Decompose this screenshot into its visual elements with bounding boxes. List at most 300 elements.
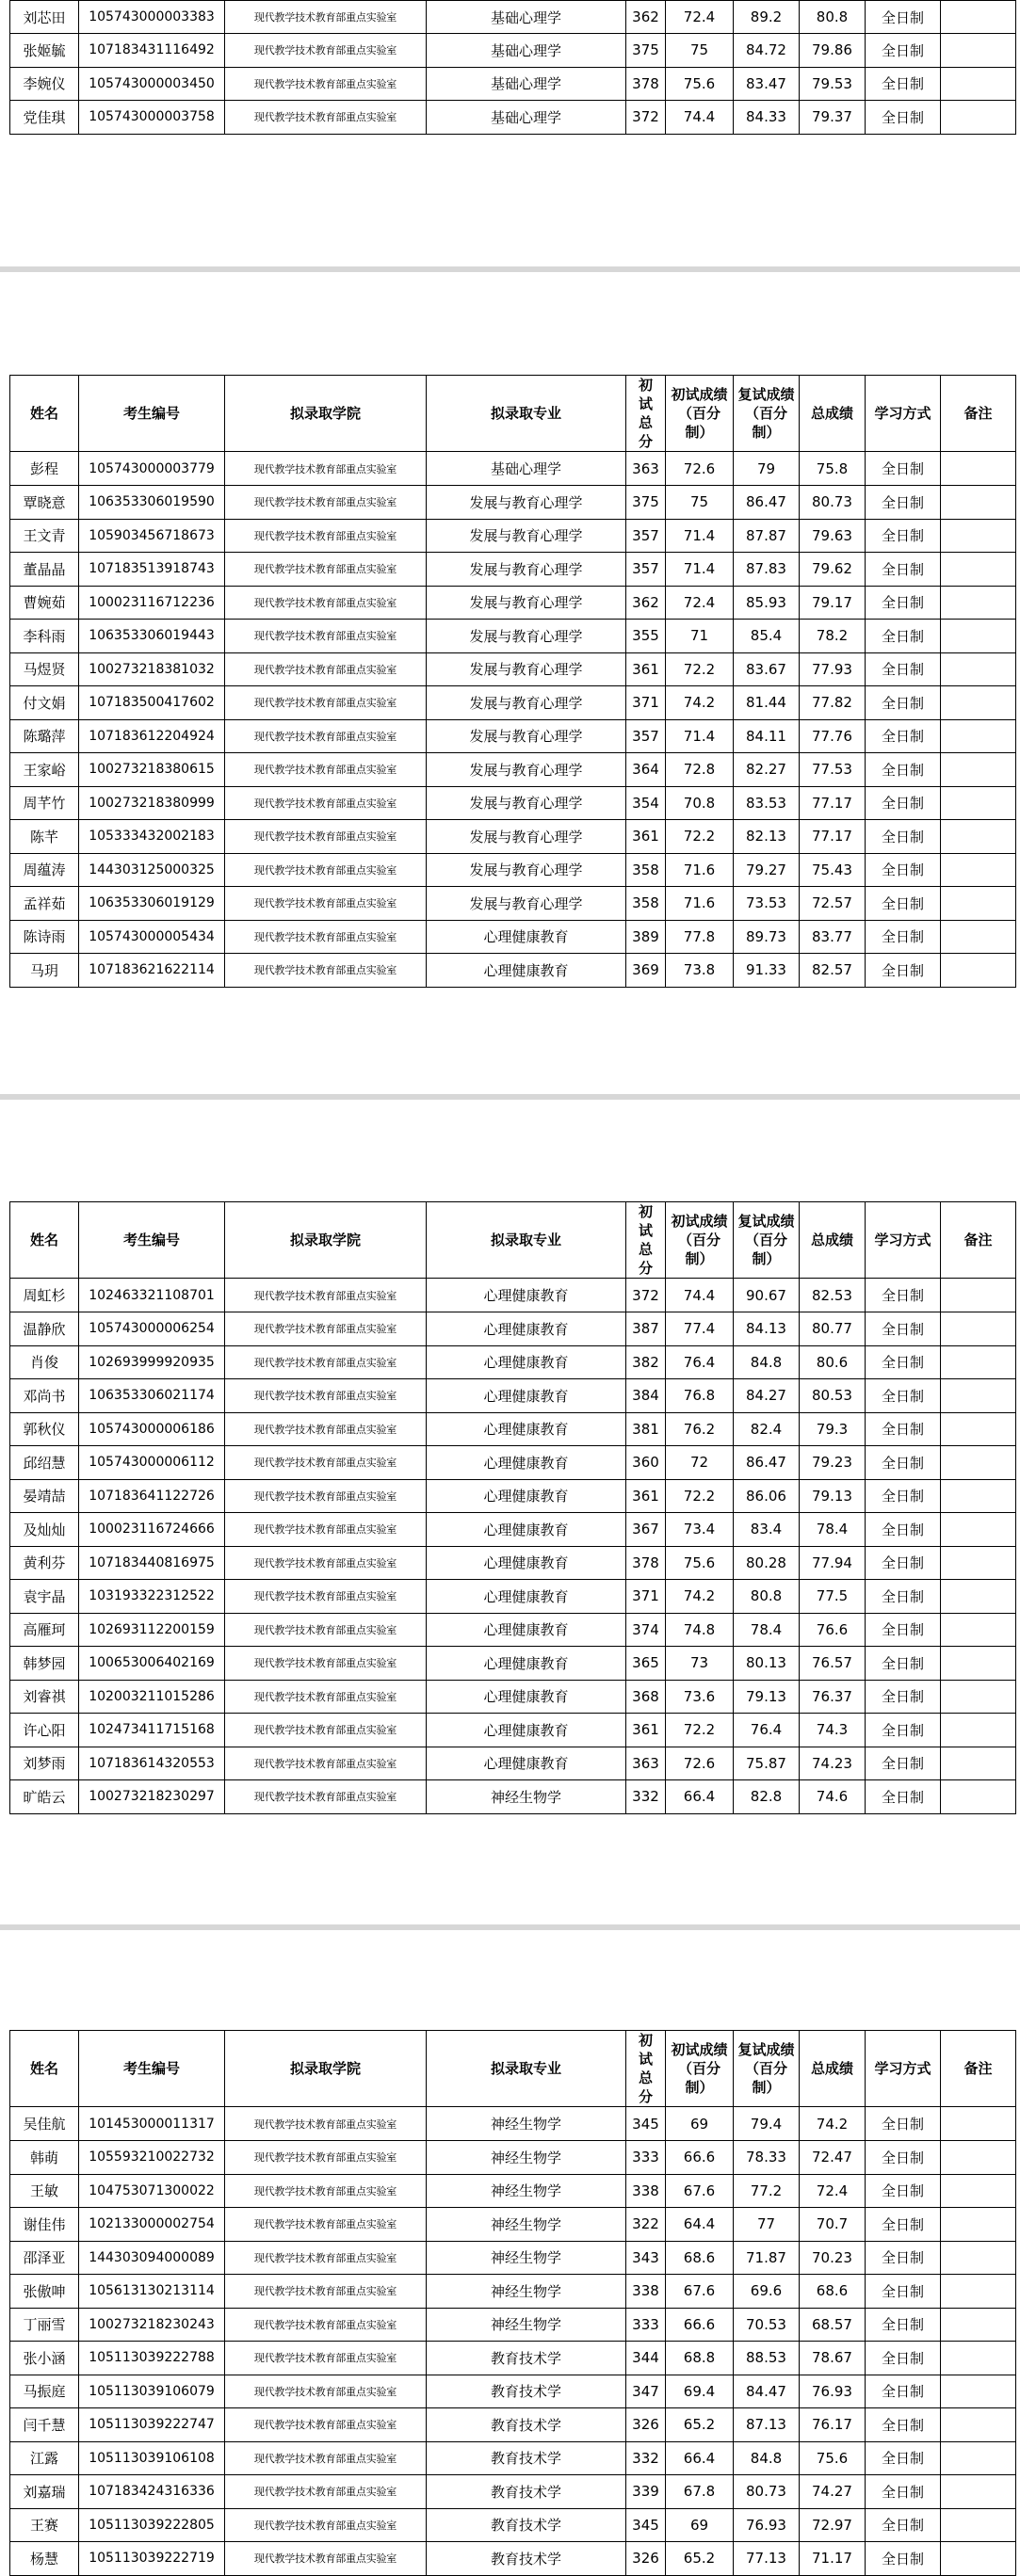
column-header-initial-total: 初试总分 <box>626 376 666 452</box>
page-separator <box>0 1924 1020 1930</box>
admission-table <box>9 375 1016 988</box>
college-cell: 现代教学技术教育部重点实验室 <box>225 652 427 686</box>
initial-total-cell: 374 <box>626 1613 666 1647</box>
retest-score-cell: 79.27 <box>734 853 800 887</box>
initial-score-cell: 77.4 <box>666 1312 734 1346</box>
total-score-cell: 80.73 <box>800 486 866 520</box>
remarks-cell <box>941 2408 1016 2442</box>
initial-score-cell: 73.8 <box>666 954 734 988</box>
study-mode-cell: 全日制 <box>866 1345 941 1379</box>
initial-score-cell: 71.6 <box>666 887 734 921</box>
major-cell: 发展与教育心理学 <box>427 486 626 520</box>
study-mode-cell: 全日制 <box>866 452 941 486</box>
remarks-cell <box>941 2174 1016 2208</box>
initial-total-cell: 372 <box>626 101 666 135</box>
remarks-cell <box>941 1747 1016 1780</box>
remarks-cell <box>941 101 1016 135</box>
initial-score-cell: 77.8 <box>666 920 734 954</box>
column-header-retest-score: 复试成绩（百分制） <box>734 1202 800 1279</box>
table-row <box>10 2375 1016 2408</box>
remarks-cell <box>941 853 1016 887</box>
retest-score-cell: 85.4 <box>734 620 800 653</box>
retest-score-cell: 91.33 <box>734 954 800 988</box>
study-mode-cell: 全日制 <box>866 1647 941 1681</box>
retest-score-cell: 86.06 <box>734 1479 800 1513</box>
initial-total-cell: 333 <box>626 2141 666 2175</box>
exam-id-cell: 102463321108701 <box>79 1279 225 1312</box>
college-cell: 现代教学技术教育部重点实验室 <box>225 2441 427 2475</box>
remarks-cell <box>941 2208 1016 2242</box>
retest-score-cell: 77.2 <box>734 2174 800 2208</box>
table-row <box>10 1647 1016 1681</box>
exam-id-cell: 107183500417602 <box>79 686 225 720</box>
admission-table <box>9 1201 1016 1814</box>
initial-total-cell: 378 <box>626 1546 666 1580</box>
initial-score-cell: 67.8 <box>666 2475 734 2509</box>
study-mode-cell: 全日制 <box>866 519 941 553</box>
table-row <box>10 686 1016 720</box>
total-score-cell: 75.6 <box>800 2441 866 2475</box>
exam-id-cell: 105903456718673 <box>79 519 225 553</box>
study-mode-cell: 全日制 <box>866 101 941 135</box>
study-mode-cell: 全日制 <box>866 1479 941 1513</box>
exam-id-cell: 105113039222788 <box>79 2342 225 2375</box>
college-cell: 现代教学技术教育部重点实验室 <box>225 2475 427 2509</box>
exam-id-cell: 101453000011317 <box>79 2107 225 2141</box>
retest-score-cell: 84.47 <box>734 2375 800 2408</box>
major-cell: 发展与教育心理学 <box>427 553 626 587</box>
total-score-cell: 76.17 <box>800 2408 866 2442</box>
initial-total-cell: 389 <box>626 920 666 954</box>
study-mode-cell: 全日制 <box>866 1513 941 1547</box>
table-row <box>10 2308 1016 2342</box>
exam-id-cell: 105113039106079 <box>79 2375 225 2408</box>
exam-id-cell: 100273218381032 <box>79 652 225 686</box>
name-cell: 孟祥茹 <box>10 887 79 921</box>
retest-score-cell: 83.4 <box>734 1513 800 1547</box>
study-mode-cell: 全日制 <box>866 2408 941 2442</box>
study-mode-cell: 全日制 <box>866 486 941 520</box>
name-cell: 王家峪 <box>10 753 79 787</box>
exam-id-cell: 105743000005434 <box>79 920 225 954</box>
initial-score-cell: 71.4 <box>666 519 734 553</box>
retest-score-cell: 82.13 <box>734 820 800 854</box>
remarks-cell <box>941 1345 1016 1379</box>
major-cell: 神经生物学 <box>427 2208 626 2242</box>
name-cell: 许心阳 <box>10 1714 79 1747</box>
retest-score-cell: 79.4 <box>734 2107 800 2141</box>
exam-id-cell: 100273218230243 <box>79 2308 225 2342</box>
initial-score-cell: 68.6 <box>666 2241 734 2275</box>
column-header-exam-id: 考生编号 <box>79 376 225 452</box>
initial-score-cell: 74.8 <box>666 1613 734 1647</box>
table-row <box>10 2475 1016 2509</box>
initial-score-cell: 73 <box>666 1647 734 1681</box>
exam-id-cell: 105743000006186 <box>79 1412 225 1446</box>
initial-total-cell: 358 <box>626 887 666 921</box>
study-mode-cell: 全日制 <box>866 920 941 954</box>
initial-score-cell: 73.4 <box>666 1513 734 1547</box>
major-cell: 基础心理学 <box>427 1 626 34</box>
college-cell: 现代教学技术教育部重点实验室 <box>225 67 427 101</box>
initial-total-cell: 344 <box>626 2342 666 2375</box>
name-cell: 彭程 <box>10 452 79 486</box>
table-row <box>10 786 1016 820</box>
college-cell: 现代教学技术教育部重点实验室 <box>225 2208 427 2242</box>
college-cell: 现代教学技术教育部重点实验室 <box>225 2308 427 2342</box>
study-mode-cell: 全日制 <box>866 2375 941 2408</box>
initial-total-cell: 369 <box>626 954 666 988</box>
initial-score-cell: 74.4 <box>666 101 734 135</box>
table-row <box>10 1412 1016 1446</box>
remarks-cell <box>941 553 1016 587</box>
initial-total-cell: 384 <box>626 1379 666 1413</box>
initial-total-cell: 361 <box>626 1479 666 1513</box>
major-cell: 发展与教育心理学 <box>427 586 626 620</box>
college-cell: 现代教学技术教育部重点实验室 <box>225 1412 427 1446</box>
table-row <box>10 820 1016 854</box>
name-cell: 张姬毓 <box>10 34 79 68</box>
college-cell: 现代教学技术教育部重点实验室 <box>225 1279 427 1312</box>
exam-id-cell: 105333432002183 <box>79 820 225 854</box>
table-row <box>10 1379 1016 1413</box>
table-row <box>10 101 1016 135</box>
exam-id-cell: 105743000006254 <box>79 1312 225 1346</box>
college-cell: 现代教学技术教育部重点实验室 <box>225 2375 427 2408</box>
remarks-cell <box>941 820 1016 854</box>
college-cell: 现代教学技术教育部重点实验室 <box>225 553 427 587</box>
total-score-cell: 79.63 <box>800 519 866 553</box>
major-cell: 心理健康教育 <box>427 1680 626 1714</box>
name-cell: 邵泽亚 <box>10 2241 79 2275</box>
retest-score-cell: 87.13 <box>734 2408 800 2442</box>
table-row <box>10 486 1016 520</box>
remarks-cell <box>941 920 1016 954</box>
major-cell: 发展与教育心理学 <box>427 786 626 820</box>
name-cell: 陈芊 <box>10 820 79 854</box>
initial-total-cell: 333 <box>626 2308 666 2342</box>
college-cell: 现代教学技术教育部重点实验室 <box>225 34 427 68</box>
initial-total-cell: 345 <box>626 2508 666 2542</box>
college-cell: 现代教学技术教育部重点实验室 <box>225 887 427 921</box>
column-header-total-score: 总成绩 <box>800 1202 866 1279</box>
major-cell: 基础心理学 <box>427 452 626 486</box>
initial-score-cell: 66.4 <box>666 1780 734 1814</box>
initial-total-cell: 365 <box>626 1647 666 1681</box>
column-header-initial-score: 初试成绩（百分制） <box>666 1202 734 1279</box>
study-mode-cell: 全日制 <box>866 954 941 988</box>
college-cell: 现代教学技术教育部重点实验室 <box>225 1714 427 1747</box>
remarks-cell <box>941 2475 1016 2509</box>
college-cell: 现代教学技术教育部重点实验室 <box>225 2174 427 2208</box>
exam-id-cell: 102693112200159 <box>79 1613 225 1647</box>
retest-score-cell: 75.87 <box>734 1747 800 1780</box>
study-mode-cell: 全日制 <box>866 2441 941 2475</box>
study-mode-cell: 全日制 <box>866 1412 941 1446</box>
major-cell: 心理健康教育 <box>427 920 626 954</box>
initial-total-cell: 364 <box>626 753 666 787</box>
major-cell: 神经生物学 <box>427 2275 626 2309</box>
total-score-cell: 71.17 <box>800 2542 866 2576</box>
retest-score-cell: 79 <box>734 452 800 486</box>
exam-id-cell: 100023116712236 <box>79 586 225 620</box>
major-cell: 发展与教育心理学 <box>427 753 626 787</box>
initial-score-cell: 70.8 <box>666 786 734 820</box>
study-mode-cell: 全日制 <box>866 887 941 921</box>
retest-score-cell: 86.47 <box>734 1446 800 1480</box>
major-cell: 基础心理学 <box>427 34 626 68</box>
initial-score-cell: 74.2 <box>666 686 734 720</box>
column-header-study-mode: 学习方式 <box>866 1202 941 1279</box>
study-mode-cell: 全日制 <box>866 2275 941 2309</box>
name-cell: 李婉仪 <box>10 67 79 101</box>
initial-score-cell: 71.4 <box>666 719 734 753</box>
table-row <box>10 1446 1016 1480</box>
table-row <box>10 2241 1016 2275</box>
college-cell: 现代教学技术教育部重点实验室 <box>225 1546 427 1580</box>
column-header-initial-total: 初试总分 <box>626 2031 666 2107</box>
table-row <box>10 652 1016 686</box>
total-score-cell: 76.57 <box>800 1647 866 1681</box>
initial-total-cell: 338 <box>626 2174 666 2208</box>
initial-total-cell: 358 <box>626 853 666 887</box>
table-row <box>10 2107 1016 2141</box>
major-cell: 心理健康教育 <box>427 1479 626 1513</box>
college-cell: 现代教学技术教育部重点实验室 <box>225 1446 427 1480</box>
column-header-remarks: 备注 <box>941 1202 1016 1279</box>
table-row <box>10 586 1016 620</box>
remarks-cell <box>941 753 1016 787</box>
major-cell: 心理健康教育 <box>427 1513 626 1547</box>
retest-score-cell: 80.8 <box>734 1580 800 1614</box>
remarks-cell <box>941 2508 1016 2542</box>
major-cell: 神经生物学 <box>427 2308 626 2342</box>
retest-score-cell: 83.53 <box>734 786 800 820</box>
major-cell: 心理健康教育 <box>427 1379 626 1413</box>
remarks-cell <box>941 1546 1016 1580</box>
retest-score-cell: 87.83 <box>734 553 800 587</box>
retest-score-cell: 76.93 <box>734 2508 800 2542</box>
column-header-name: 姓名 <box>10 1202 79 1279</box>
retest-score-cell: 79.13 <box>734 1680 800 1714</box>
study-mode-cell: 全日制 <box>866 2542 941 2576</box>
study-mode-cell: 全日制 <box>866 2508 941 2542</box>
total-score-cell: 68.57 <box>800 2308 866 2342</box>
total-score-cell: 72.47 <box>800 2141 866 2175</box>
column-header-major: 拟录取专业 <box>427 1202 626 1279</box>
college-cell: 现代教学技术教育部重点实验室 <box>225 1747 427 1780</box>
name-cell: 张傲呻 <box>10 2275 79 2309</box>
major-cell: 教育技术学 <box>427 2408 626 2442</box>
column-header-study-mode: 学习方式 <box>866 376 941 452</box>
college-cell: 现代教学技术教育部重点实验室 <box>225 1647 427 1681</box>
college-cell: 现代教学技术教育部重点实验室 <box>225 2241 427 2275</box>
study-mode-cell: 全日制 <box>866 719 941 753</box>
retest-score-cell: 85.93 <box>734 586 800 620</box>
major-cell: 心理健康教育 <box>427 1312 626 1346</box>
exam-id-cell: 106353306019443 <box>79 620 225 653</box>
major-cell: 神经生物学 <box>427 2241 626 2275</box>
retest-score-cell: 78.4 <box>734 1613 800 1647</box>
study-mode-cell: 全日制 <box>866 1680 941 1714</box>
remarks-cell <box>941 1714 1016 1747</box>
study-mode-cell: 全日制 <box>866 620 941 653</box>
college-cell: 现代教学技术教育部重点实验室 <box>225 1780 427 1814</box>
initial-total-cell: 378 <box>626 67 666 101</box>
exam-id-cell: 102133000002754 <box>79 2208 225 2242</box>
exam-id-cell: 107183612204924 <box>79 719 225 753</box>
initial-total-cell: 357 <box>626 519 666 553</box>
initial-score-cell: 72.8 <box>666 753 734 787</box>
initial-score-cell: 69 <box>666 2107 734 2141</box>
initial-total-cell: 367 <box>626 1513 666 1547</box>
name-cell: 刘睿祺 <box>10 1680 79 1714</box>
college-cell: 现代教学技术教育部重点实验室 <box>225 786 427 820</box>
total-score-cell: 76.37 <box>800 1680 866 1714</box>
table-row <box>10 2542 1016 2576</box>
initial-total-cell: 372 <box>626 1279 666 1312</box>
retest-score-cell: 88.53 <box>734 2342 800 2375</box>
study-mode-cell: 全日制 <box>866 1747 941 1780</box>
study-mode-cell: 全日制 <box>866 1780 941 1814</box>
total-score-cell: 82.57 <box>800 954 866 988</box>
name-cell: 旷皓云 <box>10 1780 79 1814</box>
remarks-cell <box>941 1613 1016 1647</box>
admission-table <box>9 2030 1016 2576</box>
name-cell: 郭秋仪 <box>10 1412 79 1446</box>
total-score-cell: 79.62 <box>800 553 866 587</box>
remarks-cell <box>941 1412 1016 1446</box>
name-cell: 晏靖喆 <box>10 1479 79 1513</box>
name-cell: 邓尚书 <box>10 1379 79 1413</box>
exam-id-cell: 100273218380615 <box>79 753 225 787</box>
exam-id-cell: 105743000003779 <box>79 452 225 486</box>
column-header-college: 拟录取学院 <box>225 1202 427 1279</box>
total-score-cell: 74.23 <box>800 1747 866 1780</box>
column-header-study-mode: 学习方式 <box>866 2031 941 2107</box>
exam-id-cell: 144303125000325 <box>79 853 225 887</box>
table-row <box>10 553 1016 587</box>
exam-id-cell: 100653006402169 <box>79 1647 225 1681</box>
remarks-cell <box>941 652 1016 686</box>
table-row <box>10 1747 1016 1780</box>
exam-id-cell: 105613130213114 <box>79 2275 225 2309</box>
table-row <box>10 1479 1016 1513</box>
initial-score-cell: 72.2 <box>666 1714 734 1747</box>
retest-score-cell: 84.33 <box>734 101 800 135</box>
college-cell: 现代教学技术教育部重点实验室 <box>225 753 427 787</box>
table-row <box>10 1780 1016 1814</box>
total-score-cell: 75.8 <box>800 452 866 486</box>
initial-total-cell: 362 <box>626 1 666 34</box>
college-cell: 现代教学技术教育部重点实验室 <box>225 1513 427 1547</box>
name-cell: 覃晓意 <box>10 486 79 520</box>
initial-total-cell: 326 <box>626 2542 666 2576</box>
remarks-cell <box>941 1479 1016 1513</box>
name-cell: 谢佳伟 <box>10 2208 79 2242</box>
remarks-cell <box>941 586 1016 620</box>
remarks-cell <box>941 519 1016 553</box>
name-cell: 周虹杉 <box>10 1279 79 1312</box>
name-cell: 韩梦园 <box>10 1647 79 1681</box>
initial-score-cell: 65.2 <box>666 2542 734 2576</box>
study-mode-cell: 全日制 <box>866 1613 941 1647</box>
major-cell: 发展与教育心理学 <box>427 853 626 887</box>
column-header-remarks: 备注 <box>941 2031 1016 2107</box>
name-cell: 丁丽雪 <box>10 2308 79 2342</box>
remarks-cell <box>941 486 1016 520</box>
name-cell: 高雁珂 <box>10 1613 79 1647</box>
total-score-cell: 78.4 <box>800 1513 866 1547</box>
table-row <box>10 1513 1016 1547</box>
major-cell: 神经生物学 <box>427 1780 626 1814</box>
remarks-cell <box>941 887 1016 921</box>
retest-score-cell: 82.27 <box>734 753 800 787</box>
study-mode-cell: 全日制 <box>866 1279 941 1312</box>
remarks-cell <box>941 34 1016 68</box>
initial-score-cell: 72.2 <box>666 820 734 854</box>
column-header-major: 拟录取专业 <box>427 376 626 452</box>
initial-total-cell: 326 <box>626 2408 666 2442</box>
major-cell: 心理健康教育 <box>427 1412 626 1446</box>
column-header-initial-score: 初试成绩（百分制） <box>666 376 734 452</box>
study-mode-cell: 全日制 <box>866 853 941 887</box>
column-header-initial-total: 初试总分 <box>626 1202 666 1279</box>
total-score-cell: 79.86 <box>800 34 866 68</box>
initial-total-cell: 343 <box>626 2241 666 2275</box>
remarks-cell <box>941 786 1016 820</box>
college-cell: 现代教学技术教育部重点实验室 <box>225 2275 427 2309</box>
name-cell: 韩萌 <box>10 2141 79 2175</box>
initial-score-cell: 75.6 <box>666 67 734 101</box>
retest-score-cell: 87.87 <box>734 519 800 553</box>
name-cell: 陈璐萍 <box>10 719 79 753</box>
remarks-cell <box>941 1780 1016 1814</box>
exam-id-cell: 107183440816975 <box>79 1546 225 1580</box>
total-score-cell: 74.3 <box>800 1714 866 1747</box>
major-cell: 心理健康教育 <box>427 1279 626 1312</box>
college-cell: 现代教学技术教育部重点实验室 <box>225 486 427 520</box>
initial-score-cell: 72.6 <box>666 452 734 486</box>
exam-id-cell: 107183424316336 <box>79 2475 225 2509</box>
college-cell: 现代教学技术教育部重点实验室 <box>225 719 427 753</box>
total-score-cell: 68.6 <box>800 2275 866 2309</box>
total-score-cell: 77.17 <box>800 820 866 854</box>
page-separator <box>0 1094 1020 1100</box>
column-header-major: 拟录取专业 <box>427 2031 626 2107</box>
study-mode-cell: 全日制 <box>866 686 941 720</box>
table-row <box>10 887 1016 921</box>
college-cell: 现代教学技术教育部重点实验室 <box>225 2408 427 2442</box>
major-cell: 心理健康教育 <box>427 1580 626 1614</box>
remarks-cell <box>941 954 1016 988</box>
name-cell: 黄利芬 <box>10 1546 79 1580</box>
total-score-cell: 70.23 <box>800 2241 866 2275</box>
initial-score-cell: 72.4 <box>666 1 734 34</box>
remarks-cell <box>941 2375 1016 2408</box>
initial-total-cell: 347 <box>626 2375 666 2408</box>
name-cell: 张小涵 <box>10 2342 79 2375</box>
remarks-cell <box>941 1513 1016 1547</box>
exam-id-cell: 106353306019590 <box>79 486 225 520</box>
name-cell: 付文娟 <box>10 686 79 720</box>
college-cell: 现代教学技术教育部重点实验室 <box>225 1345 427 1379</box>
study-mode-cell: 全日制 <box>866 2208 941 2242</box>
initial-total-cell: 381 <box>626 1412 666 1446</box>
major-cell: 教育技术学 <box>427 2508 626 2542</box>
exam-id-cell: 107183431116492 <box>79 34 225 68</box>
exam-id-cell: 105113039106108 <box>79 2441 225 2475</box>
